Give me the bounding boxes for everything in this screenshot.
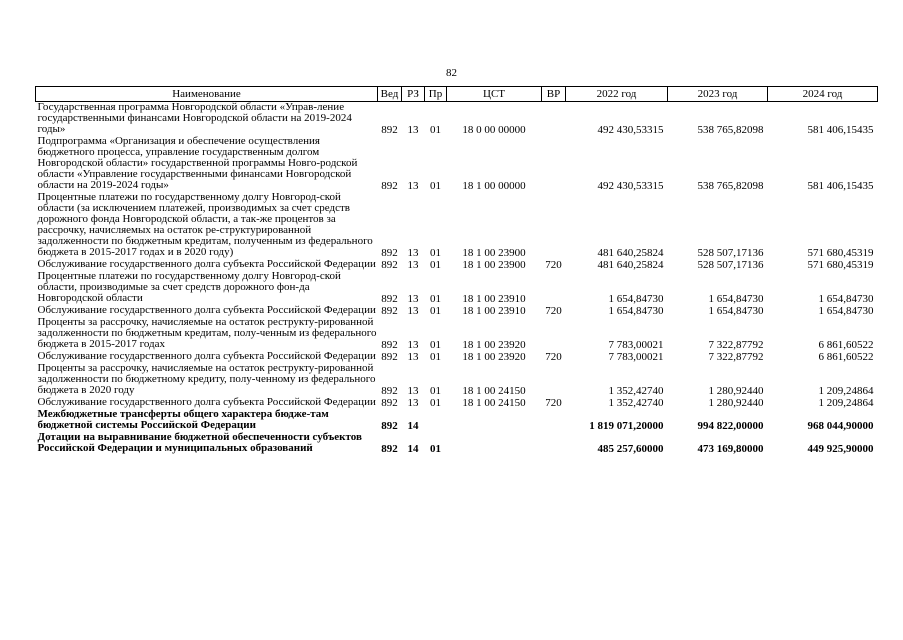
cell-ved: 892 [381, 259, 398, 271]
cell-cst: 18 1 00 24150 [462, 385, 526, 397]
page-number: 82 [446, 67, 457, 79]
cell-y2024: 6 861,60522 [818, 351, 874, 363]
cell-name: Проценты за рассрочку, начисляемые на остаток реструкту-рированной задолженности по бюджетному кредиту, полу-ченному из федерального бюджета в 2020 году [37, 362, 376, 396]
cell-y2022: 481 640,25824 [597, 259, 664, 271]
cell-y2023: 528 507,17136 [697, 247, 764, 259]
cell-name: Процентные платежи по государственному долгу Новгород-ской области, производимые за счет средств дорожного фон-да Новгородской области [37, 270, 341, 304]
cell-y2022: 1 352,42740 [608, 397, 664, 409]
cell-y2023: 538 765,82098 [697, 124, 764, 136]
cell-pr: 01 [430, 385, 441, 397]
cell-ved: 892 [381, 124, 398, 136]
cell-pr: 01 [430, 305, 441, 317]
header-ved: Вед [378, 87, 402, 102]
cell-vr [542, 432, 566, 455]
cell-vr [542, 363, 566, 397]
header-2023: 2023 год [668, 87, 768, 102]
cell-y2024: 581 406,15435 [807, 180, 874, 192]
cell-vr [542, 271, 566, 305]
table-header-row [36, 87, 878, 102]
cell-cst [447, 409, 542, 432]
table-row [36, 363, 878, 397]
cell-ved: 892 [381, 339, 398, 351]
cell-name: Государственная программа Новгородской области «Управ-ление государственными финансами Новгородской области на 2019-2024 годы» [37, 101, 352, 135]
table-row [36, 136, 878, 192]
cell-ved: 892 [381, 305, 398, 317]
cell-pr: 01 [430, 397, 441, 409]
cell-y2022: 7 783,00021 [608, 351, 664, 363]
cell-rz: 14 [407, 443, 419, 455]
cell-rz: 13 [407, 385, 419, 397]
cell-cst: 18 1 00 23900 [462, 247, 526, 259]
cell-pr: 01 [430, 180, 441, 192]
cell-y2023: 1 280,92440 [708, 397, 764, 409]
cell-vr [542, 136, 566, 192]
header-cst: ЦСТ [447, 87, 542, 102]
cell-y2024: 571 680,45319 [807, 247, 874, 259]
cell-y2022: 492 430,53315 [597, 124, 664, 136]
cell-name: Проценты за рассрочку, начисляемые на остаток реструкту-рированной задолженности по бюджетным кредитам, полу-ченным из федерального бюджета в 2015-2017 годах [37, 316, 377, 350]
cell-y2022: 1 654,84730 [608, 305, 664, 317]
cell-vr: 720 [545, 397, 562, 409]
cell-pr: 01 [430, 124, 441, 136]
cell-name: Дотации на выравнивание бюджетной обеспеченности субъектов Российской Федерации и муниципальных образований [37, 431, 362, 454]
cell-ved: 892 [381, 247, 398, 259]
cell-rz: 13 [407, 397, 419, 409]
cell-y2023: 7 322,87792 [708, 351, 764, 363]
cell-rz: 13 [407, 259, 419, 271]
cell-y2024: 449 925,90000 [807, 443, 874, 455]
cell-name: Межбюджетные трансферты общего характера бюдже-там бюджетной системы Российской Федерации [37, 408, 329, 431]
cell-rz: 14 [407, 420, 419, 432]
cell-y2024: 581 406,15435 [807, 124, 874, 136]
cell-vr: 720 [545, 305, 562, 317]
cell-rz: 13 [407, 293, 419, 305]
cell-cst: 18 1 00 23900 [462, 259, 526, 271]
cell-y2024: 1 654,84730 [818, 293, 874, 305]
cell-vr [542, 192, 566, 259]
cell-ved: 892 [381, 180, 398, 192]
table-body [36, 102, 878, 456]
cell-y2023: 1 654,84730 [708, 305, 764, 317]
cell-y2024: 1 209,24864 [818, 385, 874, 397]
header-2022: 2022 год [566, 87, 668, 102]
cell-rz: 13 [407, 124, 419, 136]
table-row [36, 317, 878, 351]
header-name: Наименование [36, 87, 378, 102]
cell-pr: 01 [430, 247, 441, 259]
header-vr: ВР [542, 87, 566, 102]
cell-y2023: 7 322,87792 [708, 339, 764, 351]
cell-name: Процентные платежи по государственному долгу Новгород-ской области (за исключением платежей, производимых за счет средств дорожного фонда Новгородской области, а так-же процентов за рассрочку, начисляемых на остаток ре-структурированной задолженности по бюджетным кредитам, полученным из федерального бюджета в 2015-2017 годах и в 2020 году) [37, 191, 373, 258]
cell-cst [447, 432, 542, 455]
cell-pr: 01 [430, 351, 441, 363]
cell-ved: 892 [381, 293, 398, 305]
table-row [36, 192, 878, 259]
cell-y2023: 1 280,92440 [708, 385, 764, 397]
cell-y2024: 571 680,45319 [807, 259, 874, 271]
cell-vr [542, 317, 566, 351]
cell-y2024: 6 861,60522 [818, 339, 874, 351]
cell-vr: 720 [545, 259, 562, 271]
cell-cst: 18 1 00 23920 [462, 351, 526, 363]
cell-ved: 892 [381, 443, 398, 455]
cell-pr: 01 [430, 259, 441, 271]
cell-y2022: 7 783,00021 [608, 339, 664, 351]
cell-vr [542, 102, 566, 137]
cell-y2022: 1 654,84730 [608, 293, 664, 305]
cell-y2022: 481 640,25824 [597, 247, 664, 259]
cell-cst: 18 1 00 23910 [462, 293, 526, 305]
budget-table [35, 86, 878, 455]
cell-ved: 892 [381, 420, 398, 432]
header-rz: РЗ [402, 87, 425, 102]
cell-y2024: 1 209,24864 [818, 397, 874, 409]
cell-ved: 892 [381, 385, 398, 397]
cell-pr: 01 [430, 339, 441, 351]
cell-ved: 892 [381, 351, 398, 363]
cell-y2022: 1 819 071,20000 [589, 420, 664, 432]
cell-cst: 18 1 00 24150 [462, 397, 526, 409]
cell-y2024: 968 044,90000 [807, 420, 874, 432]
cell-rz: 13 [407, 247, 419, 259]
cell-y2024: 1 654,84730 [818, 305, 874, 317]
cell-y2022: 492 430,53315 [597, 180, 664, 192]
cell-y2023: 473 169,80000 [697, 443, 764, 455]
cell-name: Обслуживание государственного долга субъекта Российской Федерации [37, 258, 376, 270]
table-row [36, 432, 878, 455]
cell-pr [425, 409, 447, 432]
cell-y2023: 538 765,82098 [697, 180, 764, 192]
cell-cst: 18 0 00 00000 [462, 124, 526, 136]
cell-name: Подпрограмма «Организация и обеспечение осуществления бюджетного процесса, управление государственным долгом Новгородской области» государственной программы Новго-родской области «Управление государственными финансами Новгородской области на 2019-2024 годы» [37, 135, 358, 191]
cell-vr [542, 409, 566, 432]
table-row [36, 102, 878, 137]
cell-y2023: 994 822,00000 [697, 420, 764, 432]
cell-ved: 892 [381, 397, 398, 409]
cell-y2022: 485 257,60000 [597, 443, 664, 455]
cell-name: Обслуживание государственного долга субъекта Российской Федерации [37, 304, 376, 316]
cell-rz: 13 [407, 305, 419, 317]
cell-cst: 18 1 00 00000 [462, 180, 526, 192]
cell-y2023: 1 654,84730 [708, 293, 764, 305]
cell-vr: 720 [545, 351, 562, 363]
cell-rz: 13 [407, 339, 419, 351]
cell-rz: 13 [407, 351, 419, 363]
header-pr: Пр [425, 87, 447, 102]
table-row [36, 271, 878, 305]
cell-name: Обслуживание государственного долга субъекта Российской Федерации [37, 396, 376, 408]
cell-cst: 18 1 00 23920 [462, 339, 526, 351]
cell-pr: 01 [430, 293, 441, 305]
cell-cst: 18 1 00 23910 [462, 305, 526, 317]
cell-pr: 01 [430, 443, 441, 455]
cell-rz: 13 [407, 180, 419, 192]
cell-y2023: 528 507,17136 [697, 259, 764, 271]
cell-name: Обслуживание государственного долга субъекта Российской Федерации [37, 350, 376, 362]
cell-y2022: 1 352,42740 [608, 385, 664, 397]
header-2024: 2024 год [768, 87, 878, 102]
table-row [36, 409, 878, 432]
